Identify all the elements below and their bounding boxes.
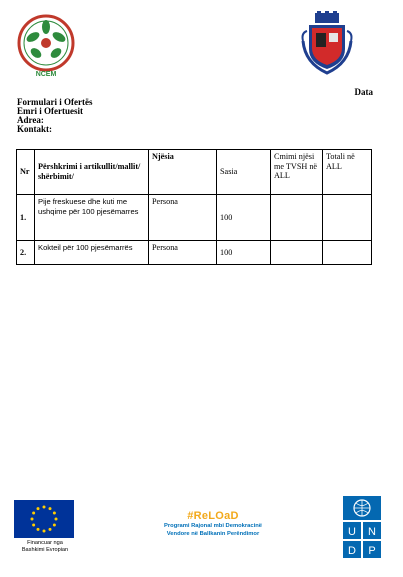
eu-star-icon xyxy=(37,528,40,531)
header-total: Totali në ALL xyxy=(323,150,372,195)
undp-letter-p: P xyxy=(368,545,376,557)
undp-letter-d: D xyxy=(348,545,356,557)
contact-label: Kontakt: xyxy=(17,124,53,134)
bidder-name-label: Emri i Ofertuesit xyxy=(17,106,83,116)
ncem-logo-text: NCEM xyxy=(35,71,57,78)
eu-star-icon xyxy=(37,507,40,510)
eu-funding-block xyxy=(14,500,76,554)
form-fields xyxy=(17,98,92,134)
eu-caption xyxy=(14,540,76,554)
eu-star-icon xyxy=(55,518,58,521)
program-line-1: Programi Rajonal mbi Demokracinë xyxy=(164,523,262,529)
eu-flag-icon xyxy=(14,500,74,538)
eu-star-icon xyxy=(43,506,46,509)
eu-star-icon xyxy=(53,524,56,527)
reload-program-block xyxy=(120,510,306,538)
undp-letter-n: N xyxy=(368,526,376,538)
row-unit-price[interactable] xyxy=(271,241,323,265)
undp-letter-u: U xyxy=(348,526,356,538)
eu-star-icon xyxy=(53,512,56,515)
eu-star-icon xyxy=(49,507,52,510)
row-unit: Persona xyxy=(149,195,217,241)
row-total[interactable] xyxy=(323,195,372,241)
header-quantity: Sasia xyxy=(217,150,271,195)
table-row xyxy=(17,195,372,241)
header-unit: Njësia xyxy=(149,150,217,195)
eu-star-icon xyxy=(31,518,34,521)
header-unit-price: Cmimi njësi me TVSH në ALL xyxy=(271,150,323,195)
table-row xyxy=(17,241,372,265)
address-label: Adrea: xyxy=(17,115,44,125)
eu-star-icon xyxy=(32,524,35,527)
row-nr: 1. xyxy=(17,195,35,241)
row-total[interactable] xyxy=(323,241,372,265)
program-line-2: Vendore në Ballkanin Perëndimor xyxy=(166,531,260,537)
reload-title: #ReLOaD xyxy=(187,510,239,522)
eu-caption-line2: Bashkimi Evropian xyxy=(21,547,69,553)
municipality-crest-logo xyxy=(299,11,355,75)
row-quantity: 100 xyxy=(217,241,271,265)
eu-caption-line1: Financuar nga xyxy=(27,540,63,546)
undp-logo xyxy=(343,496,381,558)
offer-table xyxy=(16,149,372,265)
row-unit: Persona xyxy=(149,241,217,265)
ncem-logo xyxy=(13,13,79,79)
row-nr: 2. xyxy=(17,241,35,265)
row-quantity: 100 xyxy=(217,195,271,241)
table-header-row xyxy=(17,150,372,195)
eu-star-icon xyxy=(43,530,46,533)
header-nr: Nr xyxy=(17,150,35,195)
eu-star-icon xyxy=(49,528,52,531)
date-label: Data xyxy=(354,87,373,97)
row-description: Kokteil për 100 pjesëmarrës xyxy=(35,241,149,265)
row-description: Pije freskuese dhe kuti me ushqime për 100 pjesëmarres xyxy=(35,195,149,241)
eu-star-icon xyxy=(32,512,35,515)
form-title: Formulari i Ofertës xyxy=(17,97,93,107)
header-description: Përshkrimi i artikullit/mallit/ shërbimit/ xyxy=(35,150,149,195)
row-unit-price[interactable] xyxy=(271,195,323,241)
